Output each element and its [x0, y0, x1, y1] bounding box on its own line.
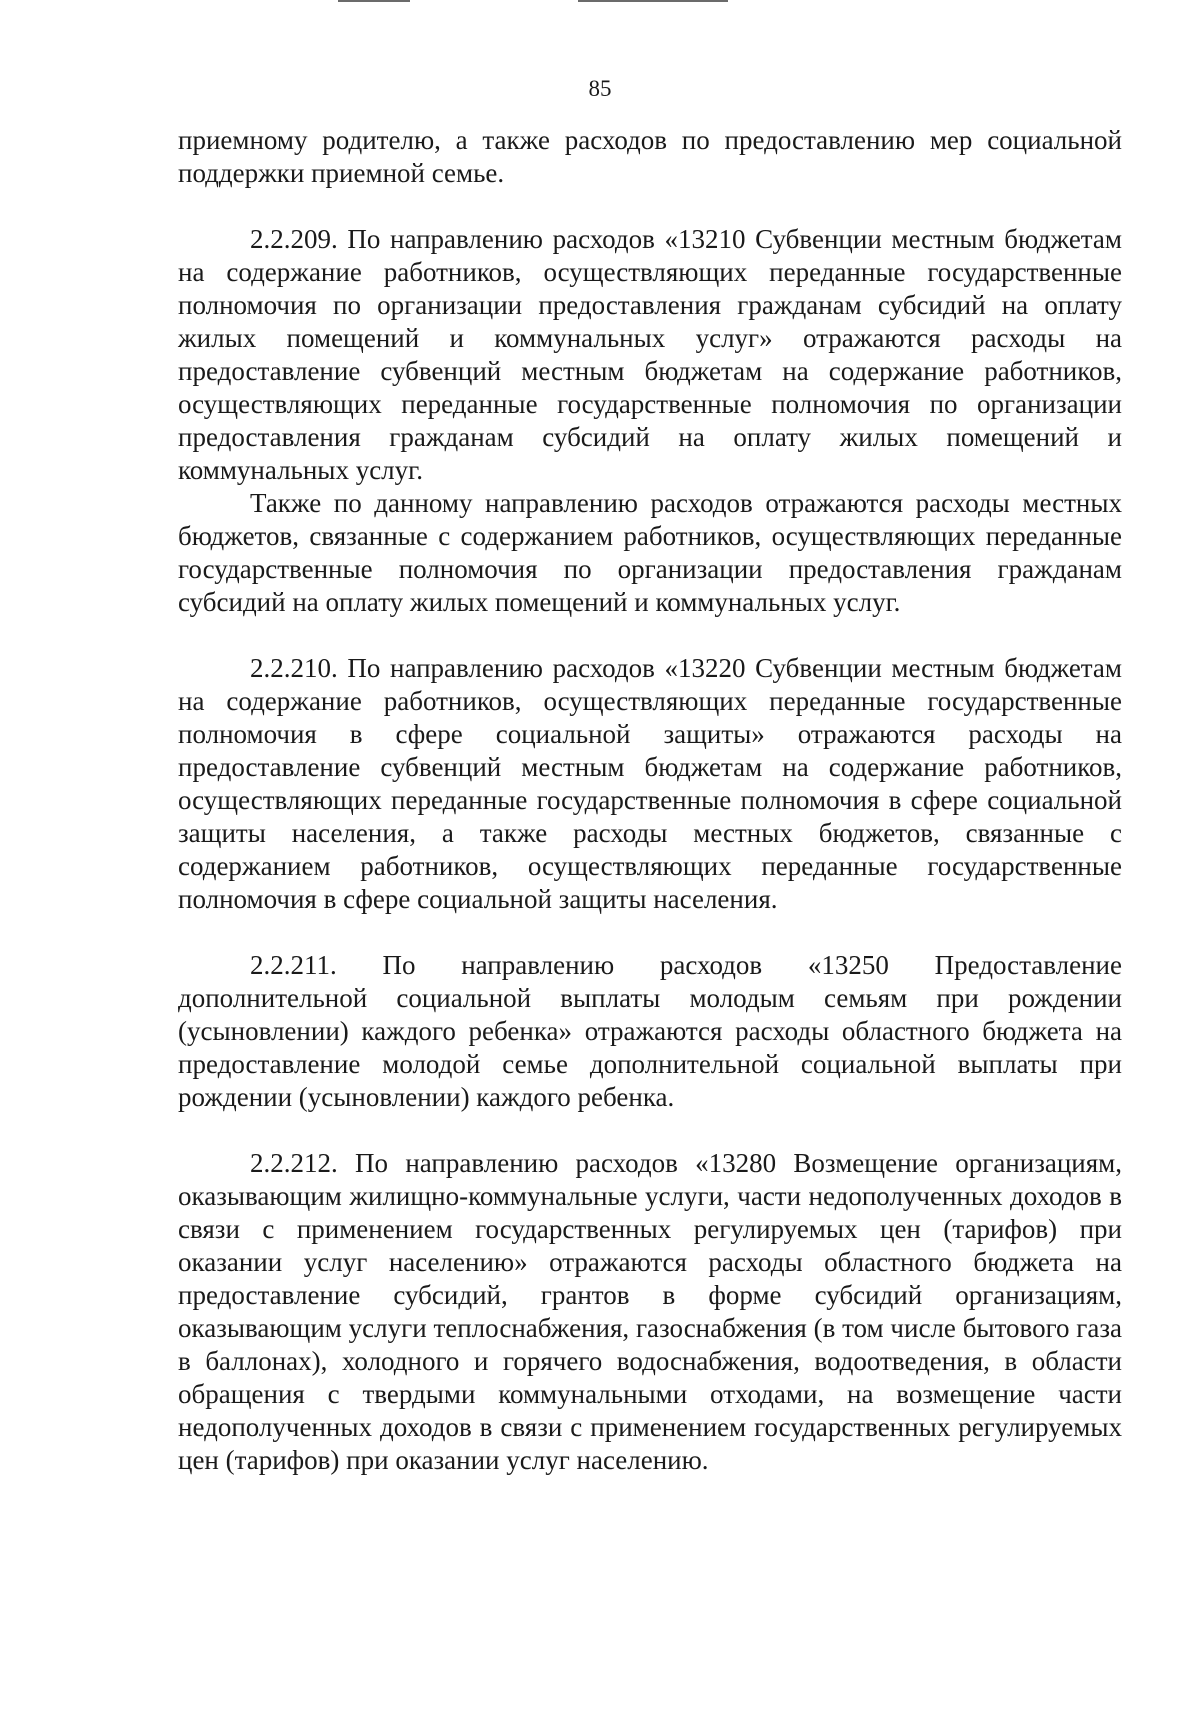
- scan-top-edge-marks: [0, 0, 1200, 6]
- paragraph-continuation: приемному родителю, а также расходов по предоставлению мер социальной поддержки приемной семье.: [178, 125, 1122, 188]
- page-number: 85: [588, 76, 612, 101]
- paragraph-2-2-211: 2.2.211. По направлению расходов «13250 Предоставление дополнительной социальной выплаты молодым семьям при рождении (усыновлении) каждого ребенка» отражаются расходы областного бюджета на предоставление молодой семье дополнительной социальной выплаты при рождении (усыновлении) каждого ребенка.: [178, 950, 1122, 1112]
- paragraph-2-2-210: 2.2.210. По направлению расходов «13220 Субвенции местным бюджетам на содержание работников, осуществляющих переданные государственные полномочия в сфере социальной защиты» отражаются расходы на предоставление субвенций местным бюджетам на содержание работников, осуществляющих переданные государственные полномочия в сфере социальной защиты населения, а также расходы местных бюджетов, связанные с содержанием работников, осуществляющих переданные государственные полномочия в сфере социальной защиты населения.: [178, 653, 1122, 914]
- scan-mark: [338, 0, 410, 2]
- paragraph-2-2-212: 2.2.212. По направлению расходов «13280 Возмещение организациям, оказывающим жилищно-коммунальные услуги, части недополученных доходов в связи с применением государственных регулируемых цен (тарифов) при оказании услуг населению» отражаются расходы областного бюджета на предоставление субсидий, грантов в форме субсидий организациям, оказывающим услуги теплоснабжения, газоснабжения (в том числе бытового газа в баллонах), холодного и горячего водоснабжения, водоотведения, в области обращения с твердыми коммунальными отходами, на возмещение части недополученных доходов в связи с применением государственных регулируемых цен (тарифов) при оказании услуг населению.: [178, 1148, 1122, 1475]
- document-body: [178, 124, 1122, 1477]
- scan-mark: [578, 0, 728, 2]
- paragraph-2-2-209: 2.2.209. По направлению расходов «13210 Субвенции местным бюджетам на содержание работников, осуществляющих переданные государственные полномочия по организации предоставления гражданам субсидий на оплату жилых помещений и коммунальных услуг» отражаются расходы на предоставление субвенций местным бюджетам на содержание работников, осуществляющих переданные государственные полномочия по организации предоставления гражданам субсидий на оплату жилых помещений и коммунальных услуг.: [178, 224, 1122, 485]
- paragraph-2-2-209-also: Также по данному направлению расходов отражаются расходы местных бюджетов, связанные с содержанием работников, осуществляющих переданные государственные полномочия по организации предоставления гражданам субсидий на оплату жилых помещений и коммунальных услуг.: [178, 488, 1122, 617]
